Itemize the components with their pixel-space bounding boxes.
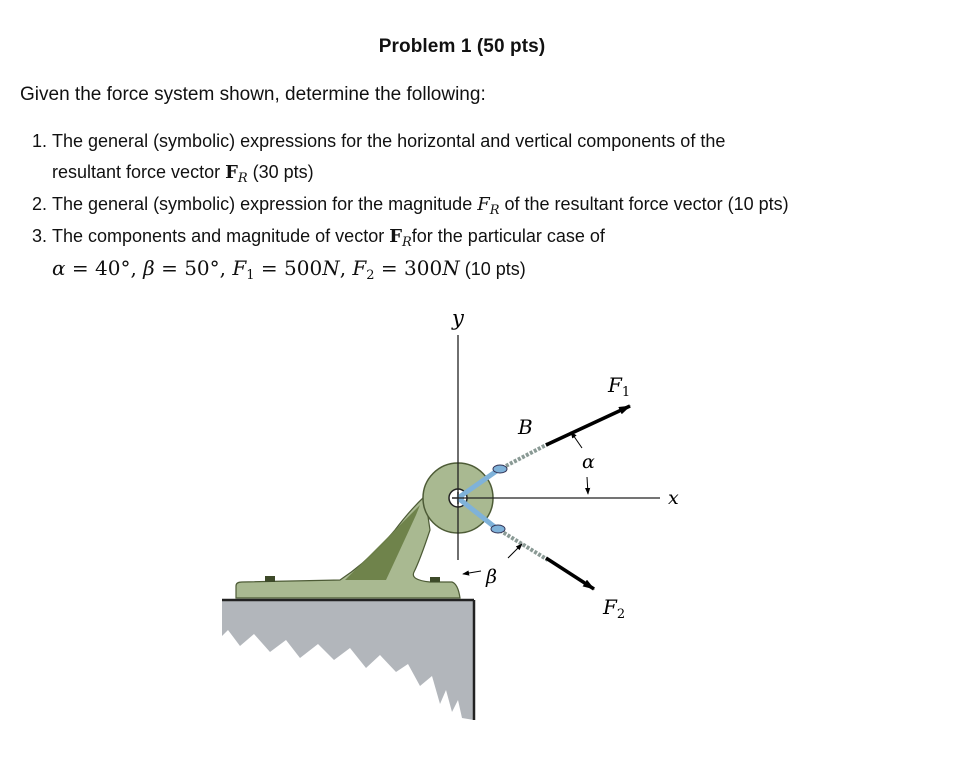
item-text: resultant force vector: [52, 162, 226, 182]
alpha-value: = 40°,: [65, 256, 144, 280]
force-arrow-f1: [546, 406, 630, 445]
vector-symbol: F: [389, 226, 402, 247]
f1-label-letter: F: [608, 373, 622, 397]
f2-label-letter: F: [603, 595, 617, 619]
alpha-symbol: α: [52, 256, 66, 280]
item-number: 1.: [32, 131, 48, 151]
problem-intro: Given the force system shown, determine the following:: [20, 84, 486, 105]
beta-value: = 50°,: [154, 256, 233, 280]
magnitude-subscript: R: [489, 203, 500, 218]
alpha-label: α: [582, 451, 595, 473]
f2-symbol: F: [352, 256, 367, 280]
f1-value: = 500: [254, 256, 323, 280]
beta-symbol: β: [143, 256, 155, 280]
item-text: The general (symbolic) expressions for the horizontal and vertical components of the: [52, 131, 726, 151]
case-points: (10 pts): [459, 259, 526, 279]
problem-title: Problem 1 (50 pts): [378, 36, 546, 57]
beta-indicator-right: [508, 544, 522, 558]
f2-unit: N: [442, 256, 460, 280]
beta-label: β: [486, 566, 497, 588]
separator: ,: [339, 256, 353, 280]
f2-label: [602, 595, 625, 622]
f2-value: = 300: [374, 256, 443, 280]
force-arrow-f2: [546, 558, 594, 589]
f1-label-subscript: 1: [621, 385, 631, 400]
beta-indicator-left: [463, 571, 481, 574]
ground-block: [222, 600, 474, 720]
item-text-after: of the resultant force vector (10 pts): [499, 194, 789, 214]
point-b-label: B: [518, 415, 533, 439]
item-number: 3.: [32, 226, 48, 246]
vector-symbol: F: [225, 162, 238, 183]
f1-subscript: 1: [246, 268, 255, 283]
item-points: (30 pts): [247, 162, 314, 182]
item-number: 2.: [32, 194, 48, 214]
f1-unit: N: [322, 256, 340, 280]
f1-symbol: F: [232, 256, 247, 280]
y-axis-label: y: [452, 306, 464, 330]
item-text-after: for the particular case of: [411, 226, 605, 246]
f2-label-subscript: 2: [616, 607, 626, 622]
vector-subscript: R: [237, 171, 248, 186]
item-text: The components and magnitude of vector: [52, 226, 390, 246]
item-text: The general (symbolic) expression for the magnitude: [52, 194, 478, 214]
alpha-indicator-up: [571, 432, 582, 448]
x-axis-label: x: [668, 487, 679, 509]
f1-label: [607, 373, 630, 400]
bracket-support: [236, 463, 493, 598]
f2-subscript: 2: [366, 268, 375, 283]
alpha-indicator-down: [587, 477, 588, 494]
magnitude-symbol: F: [477, 194, 490, 215]
vector-subscript: R: [401, 235, 412, 250]
